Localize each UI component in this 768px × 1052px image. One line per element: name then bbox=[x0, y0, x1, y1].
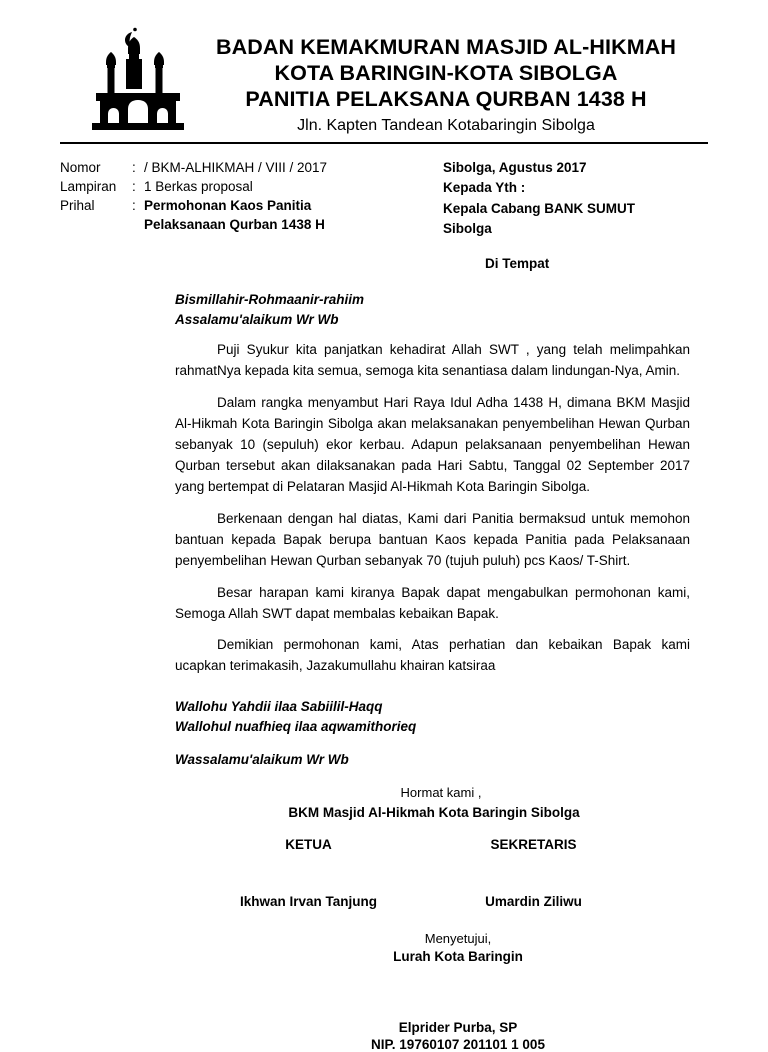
meta-colon-prihal: : bbox=[132, 197, 136, 213]
role-ketua: KETUA bbox=[285, 837, 332, 853]
meta-row-prihal-2 bbox=[60, 215, 435, 234]
assalamu-line: Assalamu'alaikum Wr Wb bbox=[175, 311, 339, 327]
meta-colon-nomor: : bbox=[132, 159, 136, 175]
name-ketua: Ikhwan Irvan Tanjung bbox=[239, 894, 378, 910]
name-sekretaris: Umardin Ziliwu bbox=[485, 894, 582, 910]
place-date: Sibolga, Agustus 2017 bbox=[443, 159, 587, 175]
signature-roles bbox=[160, 837, 708, 852]
recipient-label: Kepada Yth : bbox=[443, 180, 526, 196]
signing-org: BKM Masjid Al-Hikmah Kota Baringin Sibolga bbox=[288, 805, 580, 821]
meta-row-nomor bbox=[60, 158, 435, 177]
org-address: Jln. Kapten Tandean Kotabaringin Sibolga bbox=[297, 116, 595, 134]
meta-label-nomor: Nomor bbox=[60, 159, 101, 175]
org-line-1: BADAN KEMAKMURAN MASJID AL-HIKMAH bbox=[216, 35, 676, 59]
hormat-label: Hormat kami , bbox=[400, 785, 482, 801]
paragraph-2: Dalam rangka menyambut Hari Raya Idul Adha 1438 H, dimana BKM Masjid Al-Hikmah Kota Baringin Sibolga akan melaksanakan penyembelihan Hewan Qurban sebanyak 10 (sepuluh) ekor kerbau. Adapun pelaksanaan penyembelihan Hewan Qurban tersebut akan dilaksanakan pada Hari Sabtu, Tanggal 02 September 2017 yang bertempat di Pelataran Masjid Al-Hikmah Kota Baringin Sibolga. bbox=[175, 395, 690, 494]
signature-names bbox=[160, 894, 708, 909]
recipient-name: Kepala Cabang BANK SUMUT bbox=[443, 200, 636, 216]
approver-name: Elprider Purba, SP bbox=[398, 1020, 518, 1036]
org-line-2: KOTA BARINGIN-KOTA SIBOLGA bbox=[274, 61, 618, 86]
approval-block bbox=[160, 931, 708, 964]
meta-spacer-2 bbox=[132, 215, 144, 234]
meta-value-lampiran: 1 Berkas proposal bbox=[144, 178, 253, 194]
letter-meta-right bbox=[435, 158, 708, 275]
letterhead bbox=[60, 26, 708, 144]
meta-label-prihal: Prihal bbox=[60, 197, 95, 213]
letter-body bbox=[60, 290, 708, 767]
approval-label: Menyetujui, bbox=[424, 931, 492, 947]
meta-row-lampiran bbox=[60, 177, 435, 196]
paragraph-3: Berkenaan dengan hal diatas, Kami dari Panitia bermaksud untuk memohon bantuan kepada Bapak berupa bantuan Kaos kepada Panitia pada Pelaksanaan penyembelihan Hewan Qurban sebanyak 70 (tujuh puluh) pcs Kaos/ T-Shirt. bbox=[175, 510, 690, 568]
meta-value-prihal: Permohonan Kaos Panitia bbox=[144, 197, 312, 213]
signature-area bbox=[60, 785, 708, 1052]
meta-value-prihal-line2: Pelaksanaan Qurban 1438 H bbox=[144, 217, 325, 233]
letter-meta bbox=[60, 158, 708, 275]
approver-block bbox=[160, 1020, 708, 1052]
recipient-city: Sibolga bbox=[443, 221, 492, 237]
paragraph-5: Demikian permohonan kami, Atas perhatian dan kebaikan Bapak kami ucapkan terimakasih, Jazakumullahu khairan katsiraa bbox=[175, 637, 690, 674]
org-line-3: PANITIA PELAKSANA QURBAN 1438 H bbox=[245, 87, 647, 112]
bismillah-line: Bismillahir-Rohmaanir-rahiim bbox=[175, 292, 365, 308]
approver-nip: NIP. 19760107 201101 1 005 bbox=[371, 1037, 545, 1052]
meta-colon-lampiran: : bbox=[132, 178, 136, 194]
role-sekretaris: SEKRETARIS bbox=[490, 837, 577, 853]
meta-spacer-1 bbox=[60, 215, 132, 234]
approval-title: Lurah Kota Baringin bbox=[393, 949, 523, 965]
recipient-place: Di Tempat bbox=[485, 255, 550, 271]
closing-line-2: Wallohul nuafhieq ilaa aqwamithorieq bbox=[175, 718, 417, 734]
paragraph-4: Besar harapan kami kiranya Bapak dapat mengabulkan permohonan kami, Semoga Allah SWT dapat membalas kebaikan Bapak. bbox=[175, 584, 690, 621]
letter-meta-left bbox=[60, 158, 435, 275]
paragraph-1: Puji Syukur kita panjatkan kehadirat Allah SWT , yang telah melimpahkan rahmatNya kepada kita semua, semoga kita senantiasa dalam lindungan-Nya, Amin. bbox=[175, 342, 690, 379]
mosque-icon bbox=[82, 26, 194, 134]
closing-line-1: Wallohu Yahdii ilaa Sabiilil-Haqq bbox=[175, 699, 383, 715]
wassalam-line: Wassalamu'alaikum Wr Wb bbox=[175, 752, 349, 768]
meta-value-nomor: / BKM-ALHIKMAH / VIII / 2017 bbox=[144, 159, 328, 175]
letterhead-text bbox=[194, 26, 708, 138]
meta-row-prihal bbox=[60, 196, 435, 215]
meta-label-lampiran: Lampiran bbox=[60, 178, 117, 194]
